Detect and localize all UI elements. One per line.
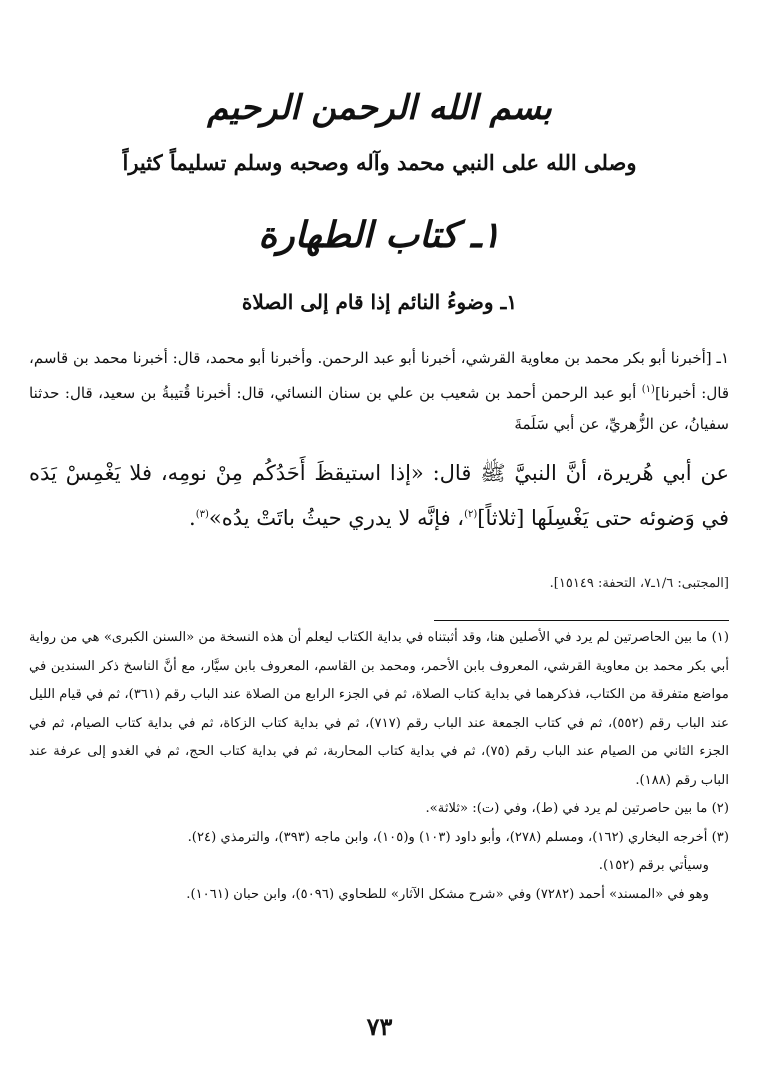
footnote-text: وهو في «المسند» أحمد (٧٢٨٢) وفي «شرح مشكل الآثار» للطحاوي (٥٠٩٦)، وابن حبان (١٠٦١). <box>186 886 709 902</box>
footnote-label: (٢) <box>711 801 729 816</box>
footnote-item <box>29 795 729 824</box>
chapter-title: ١ـ وضوءُ النائم إذا قام إلى الصلاة <box>241 290 518 314</box>
hadith-matn <box>29 452 729 539</box>
footnote-marker-3: (٣) <box>195 509 209 520</box>
salutation-line: وصلى الله على النبي محمد وآله وصحبه وسلم تسليماً كثيراً <box>122 150 637 175</box>
isnad-text-1: ١ـ [أخبرنا أبو بكر محمد بن معاوية القرشي، أخبرنا أبو عبد الرحمن. وأخبرنا أبو محمد، قال: أخبرنا محمد بن قاسم، قال: أخبرنا] <box>29 349 729 402</box>
footnote-label: (١) <box>711 630 729 645</box>
matn-end: . <box>189 506 196 530</box>
footnote-text: أخرجه البخاري (١٦٢)، ومسلم (٢٧٨)، وأبو داود (١٠٣) و(١٠٥)، وابن ماجه (٣٩٣)، والترمذي (٢٤). <box>187 829 708 845</box>
isnad-text-2: أبو عبد الرحمن أحمد بن شعيب بن علي بن سنان النسائي، قال: أخبرنا قُتيبةُ بن سعيد، قال: حدثنا سفيانُ، عن الزُّهريِّ، عن أبي سَلَمةَ <box>29 384 729 433</box>
footnote-marker-2: (٢) <box>464 509 478 520</box>
matn-text-2: ، فإنَّه لا يدري حيثُ باتَتْ يدُه» <box>208 506 465 530</box>
matn-text-1: عن أبي هُريرة، أنَّ النبيَّ ﷺ قال: «إذا استيقظَ أَحَدُكُم مِنْ نومِه، فلا يَغْمِسْ يَدَه في وَضوئه حتى يَغْسِلَها [ثلاثاً] <box>29 461 729 530</box>
footnotes <box>29 624 729 909</box>
footnote-divider <box>434 620 729 621</box>
footnote-item <box>29 824 729 853</box>
footnote-item <box>29 624 729 795</box>
footnote-item <box>29 852 729 881</box>
book-title: ١ـ كتاب الطهارة <box>258 214 501 256</box>
page-number: ٧٣ <box>366 1012 393 1041</box>
footnote-item <box>29 881 729 910</box>
footnote-marker-1: (١) <box>641 384 655 395</box>
footnote-text: وسيأتي برقم (١٥٢). <box>598 858 709 873</box>
source-reference: [المجتبى: ١/٦ـ٧، التحفة: ١٥١٤٩]. <box>549 576 729 591</box>
footnote-text: ما بين حاصرتين لم يرد في (ط)، وفي (ت): «ثلاثة». <box>425 801 708 816</box>
hadith-isnad <box>29 343 729 440</box>
footnote-label: (٣) <box>711 829 729 845</box>
basmala-calligraphy: بسم الله الرحمن الرحيم <box>207 88 552 128</box>
footnote-text: ما بين الحاصرتين لم يرد في الأصلين هنا، وقد أثبتناه في بداية الكتاب ليعلم أن هذه النسخة من «السنن الكبرى» هي من رواية أبي بكر محمد بن معاوية القرشي، المعروف بابن الأحمر، ومحمد بن القاسم، المعروف بابن سيَّار، مع أنَّ الناسخ ذكر السندين في مواضع متفرقة من الكتاب، فذكرهما في بداية كتاب الصلاة، ثم في الجزء الرابع من الصلاة عند الباب رقم (٣٦١)، ثم في قيام الليل عند الباب رقم (٥٥٢)، ثم في كتاب الجمعة عند الباب رقم (٧١٧)، ثم في بداية كتاب الزكاة، ثم في بداية كتاب الصيام، ثم في الجزء الثاني من الصيام عند الباب رقم (٧٥)، ثم في بداية كتاب المحاربة، ثم في بداية كتاب الحج، ثم في الغدو إلى عرفة عند الباب رقم (١٨٨). <box>29 630 729 788</box>
